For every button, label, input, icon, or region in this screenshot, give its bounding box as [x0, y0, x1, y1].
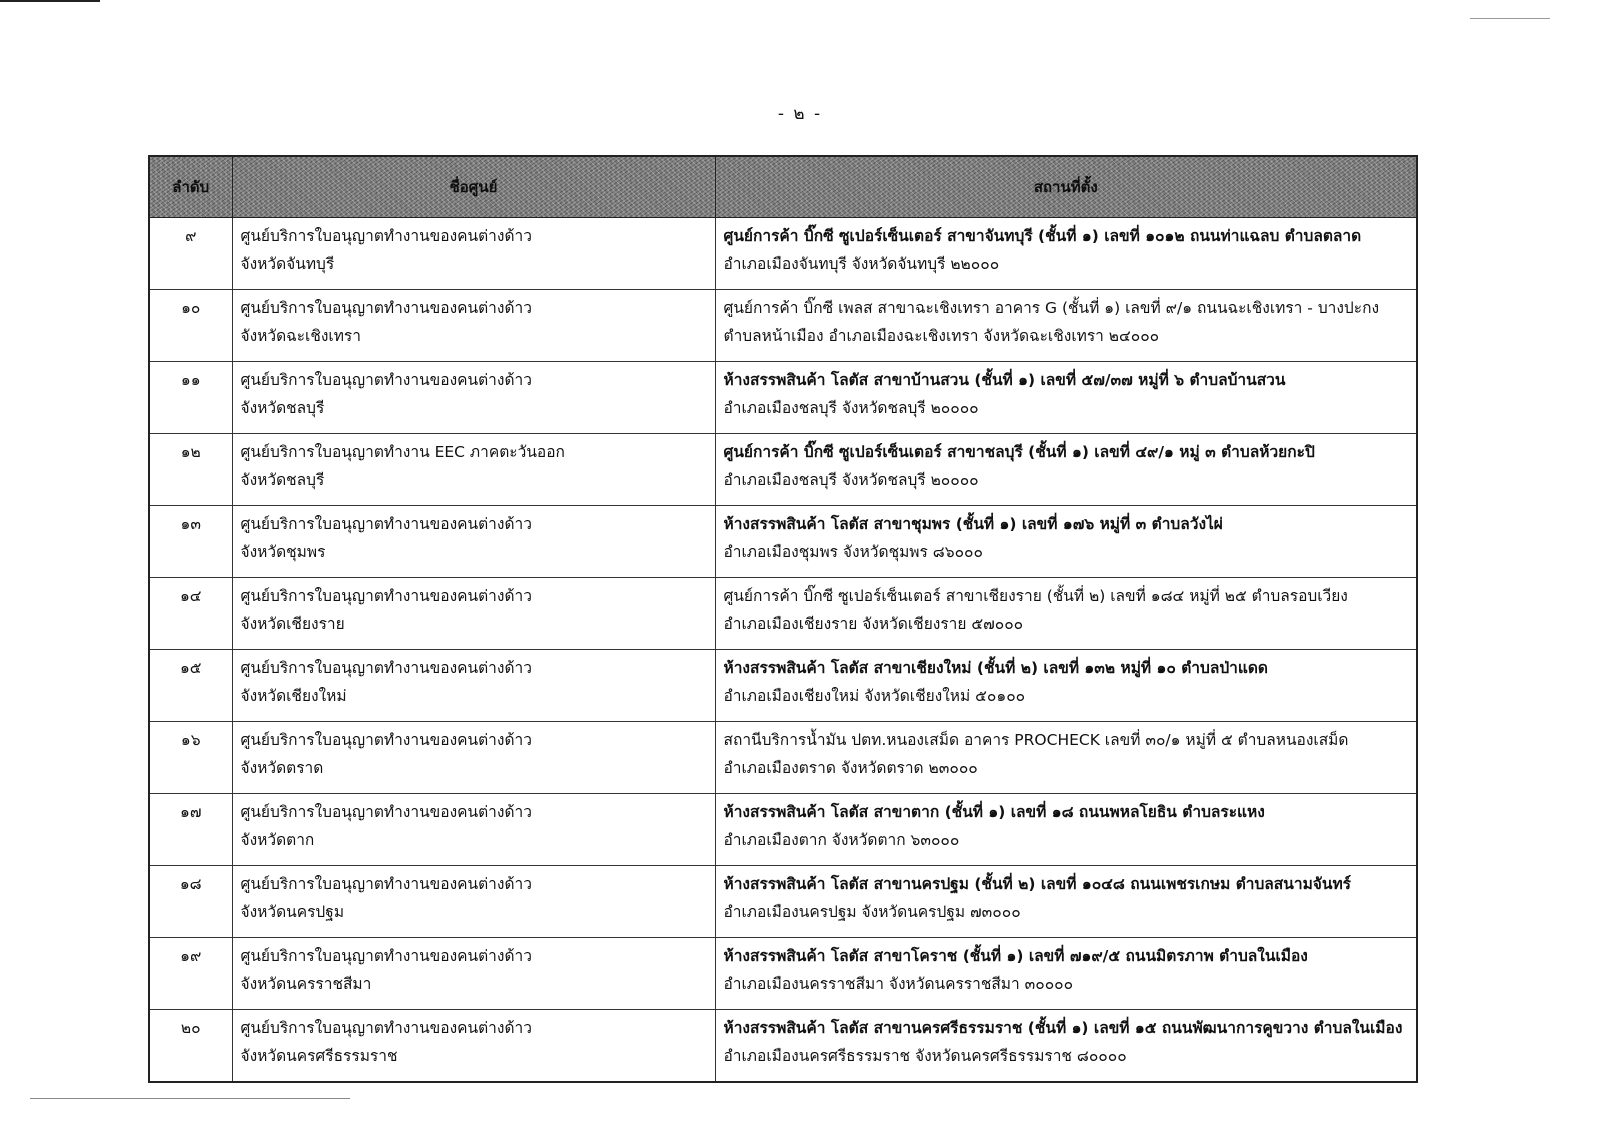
row-location-line1: ศูนย์การค้า บิ๊กซี เพลส สาขาฉะเชิงเทรา อาคาร G (ชั้นที่ ๑) เลขที่ ๙/๑ ถนนฉะเชิงเทรา - บางปะกง: [723, 299, 1380, 317]
row-location-line2: ตำบลหน้าเมือง อำเภอเมืองฉะเชิงเทรา จังหวัดฉะเชิงเทรา ๒๔๐๐๐: [723, 327, 1160, 345]
row-location: [715, 362, 1417, 434]
row-location-line1: ห้างสรรพสินค้า โลตัส สาขาโคราช (ชั้นที่ ๑) เลขที่ ๗๑๙/๕ ถนนมิตรภาพ ตำบลในเมือง: [723, 947, 1308, 965]
row-name: [232, 1010, 715, 1083]
row-location-line1: ห้างสรรพสินค้า โลตัส สาขาเชียงใหม่ (ชั้นที่ ๒) เลขที่ ๑๓๒ หมู่ที่ ๑๐ ตำบลป่าแดด: [723, 659, 1268, 677]
row-name-line2: จังหวัดชุมพร: [240, 543, 326, 561]
row-name-line2: จังหวัดฉะเชิงเทรา: [240, 327, 361, 345]
row-location: [715, 722, 1417, 794]
row-name-line2: จังหวัดตราด: [240, 759, 324, 777]
row-no: ๑๔: [149, 578, 232, 650]
header-no: ลำดับ: [149, 156, 232, 218]
row-name-line1: ศูนย์บริการใบอนุญาตทำงาน EEC ภาคตะวันออก: [240, 443, 565, 461]
row-location-line1: ห้างสรรพสินค้า โลตัส สาขาชุมพร (ชั้นที่ ๑) เลขที่ ๑๗๖ หมู่ที่ ๓ ตำบลวังไผ่: [723, 515, 1223, 533]
row-no: ๑๒: [149, 434, 232, 506]
row-name-line1: ศูนย์บริการใบอนุญาตทำงานของคนต่างด้าว: [240, 299, 532, 317]
row-location: [715, 218, 1417, 290]
row-location-line2: อำเภอเมืองเชียงราย จังหวัดเชียงราย ๕๗๐๐๐: [723, 615, 1024, 633]
row-location-line1: ศูนย์การค้า บิ๊กซี ซูเปอร์เซ็นเตอร์ สาขาเชียงราย (ชั้นที่ ๒) เลขที่ ๑๘๔ หมู่ที่ ๒๕ ตำบลรอบเวียง: [723, 587, 1348, 605]
row-name: [232, 290, 715, 362]
row-name-line2: จังหวัดเชียงราย: [240, 615, 345, 633]
row-name-line1: ศูนย์บริการใบอนุญาตทำงานของคนต่างด้าว: [240, 515, 532, 533]
row-location-line1: ศูนย์การค้า บิ๊กซี ซูเปอร์เซ็นเตอร์ สาขาชลบุรี (ชั้นที่ ๑) เลขที่ ๔๙/๑ หมู่ ๓ ตำบลห้วยกะปิ: [723, 443, 1315, 461]
row-location: [715, 506, 1417, 578]
row-location-line2: อำเภอเมืองตาก จังหวัดตาก ๖๓๐๐๐: [723, 831, 960, 849]
table-row: [149, 1010, 1417, 1083]
table-row: [149, 938, 1417, 1010]
row-location: [715, 578, 1417, 650]
row-location-line1: ศูนย์การค้า บิ๊กซี ซูเปอร์เซ็นเตอร์ สาขาจันทบุรี (ชั้นที่ ๑) เลขที่ ๑๐๑๒ ถนนท่าแฉลบ ตำบลตลาด: [723, 227, 1362, 245]
row-location: [715, 1010, 1417, 1083]
row-location-line2: อำเภอเมืองเชียงใหม่ จังหวัดเชียงใหม่ ๕๐๑๐๐: [723, 687, 1026, 705]
row-name-line2: จังหวัดนครปฐม: [240, 903, 345, 921]
page-number: - ๒ -: [777, 104, 823, 124]
row-location-line1: ห้างสรรพสินค้า โลตัส สาขาตาก (ชั้นที่ ๑) เลขที่ ๑๘ ถนนพหลโยธิน ตำบลระแหง: [723, 803, 1265, 821]
table-header-row: [149, 156, 1417, 218]
table-row: [149, 290, 1417, 362]
row-location-line1: ห้างสรรพสินค้า โลตัส สาขานครปฐม (ชั้นที่ ๒) เลขที่ ๑๐๔๘ ถนนเพชรเกษม ตำบลสนามจันทร์: [723, 875, 1352, 893]
row-name-line2: จังหวัดชลบุรี: [240, 399, 325, 417]
row-location-line2: อำเภอเมืองจันทบุรี จังหวัดจันทบุรี ๒๒๐๐๐: [723, 255, 1000, 273]
row-name: [232, 434, 715, 506]
row-no: ๑๐: [149, 290, 232, 362]
row-location-line2: อำเภอเมืองนครศรีธรรมราช จังหวัดนครศรีธรรมราช ๘๐๐๐๐: [723, 1047, 1127, 1065]
table-row: [149, 434, 1417, 506]
row-name-line2: จังหวัดจันทบุรี: [240, 255, 335, 273]
row-no: ๑๕: [149, 650, 232, 722]
row-name: [232, 362, 715, 434]
service-center-table: [148, 155, 1418, 1083]
row-name-line1: ศูนย์บริการใบอนุญาตทำงานของคนต่างด้าว: [240, 947, 532, 965]
row-name-line1: ศูนย์บริการใบอนุญาตทำงานของคนต่างด้าว: [240, 803, 532, 821]
row-location-line2: อำเภอเมืองชุมพร จังหวัดชุมพร ๘๖๐๐๐: [723, 543, 983, 561]
row-no: ๑๗: [149, 794, 232, 866]
row-name: [232, 794, 715, 866]
row-no: ๑๙: [149, 938, 232, 1010]
row-no: ๑๘: [149, 866, 232, 938]
row-name: [232, 650, 715, 722]
row-name: [232, 938, 715, 1010]
row-name-line2: จังหวัดชลบุรี: [240, 471, 325, 489]
row-name-line1: ศูนย์บริการใบอนุญาตทำงานของคนต่างด้าว: [240, 875, 532, 893]
row-location-line2: อำเภอเมืองตราด จังหวัดตราด ๒๓๐๐๐: [723, 759, 978, 777]
scan-edge-mark-top-left: [0, 0, 100, 2]
row-no: ๑๖: [149, 722, 232, 794]
row-name-line2: จังหวัดตาก: [240, 831, 315, 849]
row-no: ๑๑: [149, 362, 232, 434]
row-location: [715, 866, 1417, 938]
row-name: [232, 506, 715, 578]
row-location-line2: อำเภอเมืองนครราชสีมา จังหวัดนครราชสีมา ๓๐๐๐๐: [723, 975, 1074, 993]
row-name-line1: ศูนย์บริการใบอนุญาตทำงานของคนต่างด้าว: [240, 659, 532, 677]
row-no: ๙: [149, 218, 232, 290]
row-location: [715, 434, 1417, 506]
table-row: [149, 650, 1417, 722]
row-no: ๒๐: [149, 1010, 232, 1083]
row-location: [715, 938, 1417, 1010]
table-body: [149, 218, 1417, 1083]
row-name-line1: ศูนย์บริการใบอนุญาตทำงานของคนต่างด้าว: [240, 587, 532, 605]
row-name: [232, 578, 715, 650]
table-row: [149, 362, 1417, 434]
row-name-line1: ศูนย์บริการใบอนุญาตทำงานของคนต่างด้าว: [240, 227, 532, 245]
row-location-line1: สถานีบริการน้ำมัน ปตท.หนองเสม็ด อาคาร PROCHECK เลขที่ ๓๐/๑ หมู่ที่ ๕ ตำบลหนองเสม็ด: [723, 731, 1349, 749]
row-location-line1: ห้างสรรพสินค้า โลตัส สาขานครศรีธรรมราช (ชั้นที่ ๑) เลขที่ ๑๕ ถนนพัฒนาการคูขวาง ตำบลในเมือง: [723, 1019, 1403, 1037]
row-name-line2: จังหวัดเชียงใหม่: [240, 687, 347, 705]
table-row: [149, 578, 1417, 650]
table-row: [149, 218, 1417, 290]
row-name-line1: ศูนย์บริการใบอนุญาตทำงานของคนต่างด้าว: [240, 731, 532, 749]
row-name-line1: ศูนย์บริการใบอนุญาตทำงานของคนต่างด้าว: [240, 371, 532, 389]
row-location: [715, 794, 1417, 866]
header-location: สถานที่ตั้ง: [715, 156, 1417, 218]
table-row: [149, 722, 1417, 794]
row-location-line2: อำเภอเมืองนครปฐม จังหวัดนครปฐม ๗๓๐๐๐: [723, 903, 1021, 921]
scan-edge-mark-top-right: [1470, 18, 1550, 19]
row-location: [715, 650, 1417, 722]
row-location-line1: ห้างสรรพสินค้า โลตัส สาขาบ้านสวน (ชั้นที่ ๑) เลขที่ ๕๗/๓๗ หมู่ที่ ๖ ตำบลบ้านสวน: [723, 371, 1286, 389]
row-name: [232, 866, 715, 938]
row-location: [715, 290, 1417, 362]
table-row: [149, 506, 1417, 578]
row-name-line2: จังหวัดนครศรีธรรมราช: [240, 1047, 398, 1065]
row-location-line2: อำเภอเมืองชลบุรี จังหวัดชลบุรี ๒๐๐๐๐: [723, 399, 979, 417]
row-name: [232, 722, 715, 794]
row-name: [232, 218, 715, 290]
row-name-line2: จังหวัดนครราชสีมา: [240, 975, 372, 993]
row-name-line1: ศูนย์บริการใบอนุญาตทำงานของคนต่างด้าว: [240, 1019, 532, 1037]
scan-edge-mark-bottom-left: [30, 1098, 350, 1099]
header-name: ชื่อศูนย์: [232, 156, 715, 218]
row-no: ๑๓: [149, 506, 232, 578]
table-row: [149, 794, 1417, 866]
table-row: [149, 866, 1417, 938]
row-location-line2: อำเภอเมืองชลบุรี จังหวัดชลบุรี ๒๐๐๐๐: [723, 471, 979, 489]
